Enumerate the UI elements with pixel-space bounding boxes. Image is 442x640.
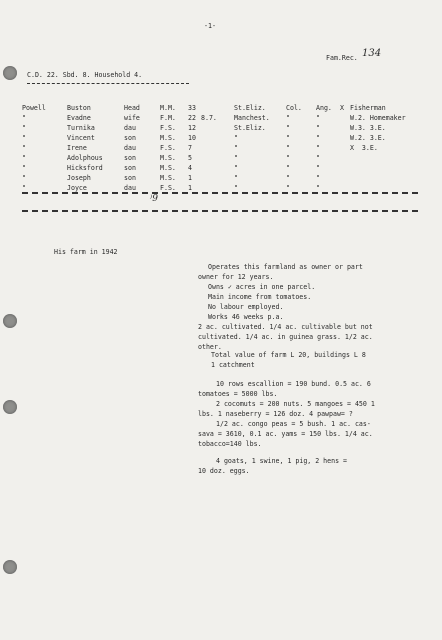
cell-surname: " — [22, 174, 26, 182]
farm-heading: His farm in 1942 — [54, 248, 118, 256]
cell-age: 22 — [188, 114, 196, 122]
table-row — [0, 165, 442, 174]
cell-occ: W.3. 3.E. — [350, 124, 386, 132]
cell-name: Vincent — [67, 134, 95, 142]
cell-name: Hicksford — [67, 164, 103, 172]
farm-line: owner for 12 years. — [198, 273, 274, 281]
cell-rel: son — [124, 174, 136, 182]
cell-race: " — [316, 124, 320, 132]
binder-hole — [3, 560, 17, 574]
cell-race: " — [316, 144, 320, 152]
farm-line: Works 46 weeks p.a. — [208, 313, 284, 321]
cell-rel: son — [124, 134, 136, 142]
cell-mark: X — [340, 104, 344, 112]
cell-sex-status: F.S. — [160, 144, 176, 152]
cell-race: " — [316, 174, 320, 182]
cell-sex-status: M.S. — [160, 174, 176, 182]
section-divider — [22, 192, 418, 194]
binder-hole — [3, 400, 17, 414]
cell-sex-status: M.M. — [160, 104, 176, 112]
cell-race: Ang. — [316, 104, 332, 112]
cell-birthplace: Manchest. — [234, 114, 270, 122]
cell-name: Joyce — [67, 184, 87, 192]
cell-birthplace: St.Eliz. — [234, 104, 266, 112]
table-row — [0, 155, 442, 164]
cell-sex-status: F.S. — [160, 184, 176, 192]
farm-line: Owns ✓ acres in one parcel. — [208, 283, 316, 291]
cell-age: 1 — [188, 184, 192, 192]
cell-sex-status: F.M. — [160, 114, 176, 122]
binder-hole — [3, 66, 17, 80]
cell-age: 10 — [188, 134, 196, 142]
cell-rel: dau — [124, 124, 136, 132]
cell-age: 1 — [188, 174, 192, 182]
fam-rec-number: 134 — [362, 48, 382, 59]
farm-line: 1 catchment — [211, 361, 255, 369]
farm-line: No labour employed. — [208, 303, 284, 311]
cell-occ: Fisherman — [350, 104, 386, 112]
binder-hole — [3, 314, 17, 328]
cell-name: Irene — [67, 144, 87, 152]
fam-rec-label: Fam.Rec. — [326, 54, 358, 62]
check-mark: ⁾9 — [150, 194, 158, 204]
cell-extra: 8.7. — [201, 114, 217, 122]
heading-underline — [27, 83, 189, 84]
cell-relig: " — [286, 184, 290, 192]
table-row — [0, 135, 442, 144]
cell-relig: " — [286, 134, 290, 142]
cell-age: 12 — [188, 124, 196, 132]
cell-name: Evadne — [67, 114, 91, 122]
cell-occ: W.2. Homemaker — [350, 114, 406, 122]
cell-birthplace: " — [234, 184, 238, 192]
cell-name: Adolphous — [67, 154, 103, 162]
farm-line: 4 goats, 1 swine, 1 pig, 2 hens = — [216, 457, 348, 465]
table-row — [0, 175, 442, 184]
cell-name: Joseph — [67, 174, 91, 182]
cell-surname: " — [22, 144, 26, 152]
cell-surname: " — [22, 154, 26, 162]
cell-relig: " — [286, 154, 290, 162]
farm-line: cultivated. 1/4 ac. in guinea grass. 1/2 ac. — [198, 333, 373, 341]
farm-line: 10 doz. eggs. — [198, 467, 250, 475]
cell-birthplace: " — [234, 154, 238, 162]
cell-sex-status: F.S. — [160, 124, 176, 132]
cell-surname: " — [22, 114, 26, 122]
cell-rel: dau — [124, 184, 136, 192]
farm-line: Main income from tomatoes. — [208, 293, 312, 301]
cell-age: 7 — [188, 144, 192, 152]
cell-birthplace: " — [234, 164, 238, 172]
cell-birthplace: " — [234, 144, 238, 152]
cell-relig: Col. — [286, 104, 302, 112]
cell-race: " — [316, 184, 320, 192]
table-row — [0, 145, 442, 154]
household-heading: C.D. 22. Sbd. 8. Household 4. — [27, 71, 143, 79]
farm-line: 10 rows escallion = 190 bund. 0.5 ac. 6 — [216, 380, 371, 388]
cell-name: Buston — [67, 104, 91, 112]
farm-line: 1/2 ac. congo peas = 5 bush. 1 ac. cas- — [216, 420, 371, 428]
page-number: -1- — [204, 22, 216, 30]
cell-occ: W.2. 3.E. — [350, 134, 386, 142]
farm-line: Operates this farmland as owner or part — [208, 263, 363, 271]
cell-rel: Head — [124, 104, 140, 112]
cell-relig: " — [286, 144, 290, 152]
cell-birthplace: " — [234, 134, 238, 142]
cell-race: " — [316, 164, 320, 172]
farm-line: Total value of farm L 20, buildings L 8 — [211, 351, 366, 359]
table-row — [0, 125, 442, 134]
table-row — [0, 105, 442, 114]
cell-age: 5 — [188, 154, 192, 162]
cell-race: " — [316, 114, 320, 122]
cell-age: 4 — [188, 164, 192, 172]
cell-age: 33 — [188, 104, 196, 112]
cell-race: " — [316, 134, 320, 142]
cell-rel: son — [124, 164, 136, 172]
farm-line: sava = 3610, 0.1 ac. yams = 150 lbs. 1/4 ac. — [198, 430, 373, 438]
cell-surname: Powell — [22, 104, 46, 112]
cell-rel: wife — [124, 114, 140, 122]
farm-line: lbs. 1 naseberry = 126 doz. 4 pawpaw= ? — [198, 410, 353, 418]
farm-line: tomatoes = 5000 lbs. — [198, 390, 278, 398]
cell-birthplace: St.Eliz. — [234, 124, 266, 132]
cell-surname: " — [22, 134, 26, 142]
cell-race: " — [316, 154, 320, 162]
farm-line: 2 ac. cultivated. 1/4 ac. cultivable but not — [198, 323, 373, 331]
cell-sex-status: M.S. — [160, 134, 176, 142]
cell-surname: " — [22, 124, 26, 132]
cell-relig: " — [286, 124, 290, 132]
section-divider — [22, 210, 418, 212]
farm-line: other. — [198, 343, 222, 351]
farm-line: 2 cocomuts = 200 nuts. 5 mangoes = 450 1 — [216, 400, 375, 408]
cell-birthplace: " — [234, 174, 238, 182]
cell-sex-status: M.S. — [160, 164, 176, 172]
cell-relig: " — [286, 174, 290, 182]
cell-relig: " — [286, 114, 290, 122]
cell-relig: " — [286, 164, 290, 172]
cell-name: Turnika — [67, 124, 95, 132]
cell-surname: " — [22, 164, 26, 172]
cell-occ: X 3.E. — [350, 144, 378, 152]
table-row — [0, 115, 442, 124]
cell-sex-status: M.S. — [160, 154, 176, 162]
cell-rel: dau — [124, 144, 136, 152]
cell-rel: son — [124, 154, 136, 162]
cell-surname: " — [22, 184, 26, 192]
farm-line: tobacco=140 lbs. — [198, 440, 262, 448]
